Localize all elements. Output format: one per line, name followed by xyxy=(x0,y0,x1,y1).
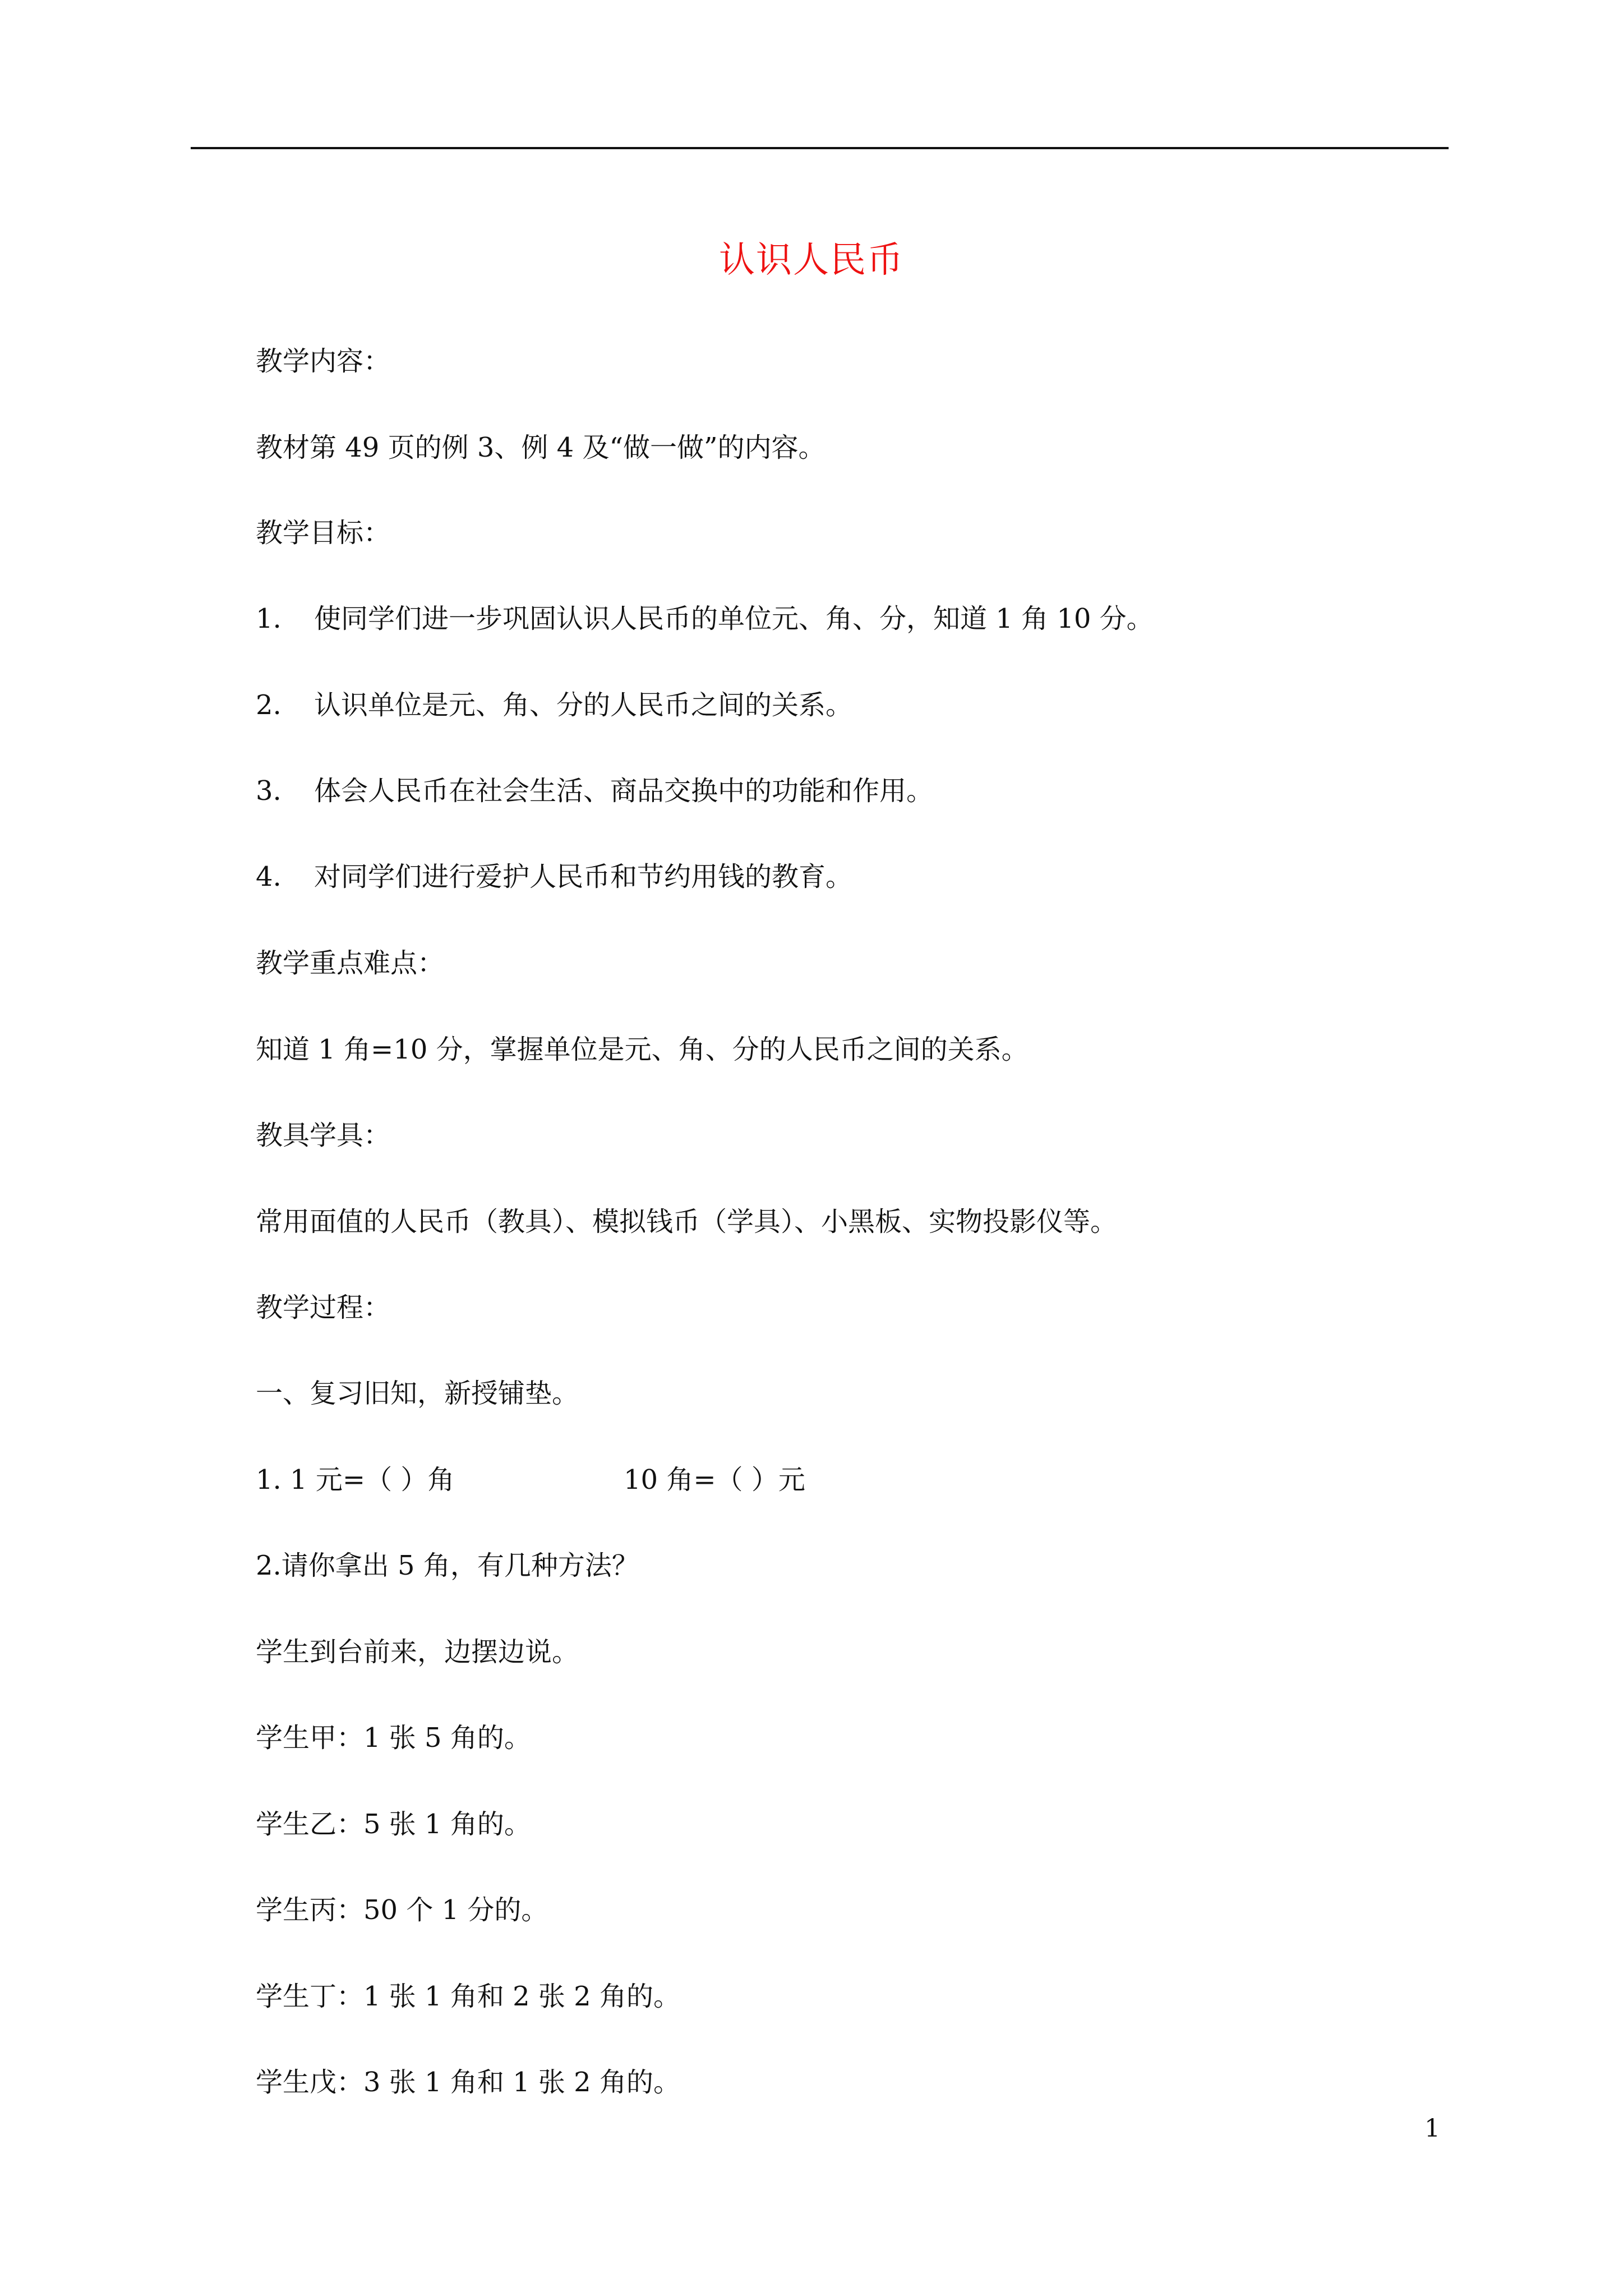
goal-item xyxy=(256,773,933,809)
student-answer: 学生丁：1 张 1 角和 2 张 2 角的。 xyxy=(256,1981,680,2012)
student-answer: 学生甲：1 张 5 角的。 xyxy=(256,1722,531,1754)
part1-heading: 一、复习旧知，新授铺垫。 xyxy=(256,1378,579,1409)
exercise-1-left: 1. 1 元=（ ）角 xyxy=(256,1464,455,1496)
goals-heading: 教学目标： xyxy=(256,517,391,549)
tools-text: 常用面值的人民币（教具）、模拟钱币（学具）、小黑板、实物投影仪等。 xyxy=(256,1206,1118,1237)
student-answer: 学生乙：5 张 1 角的。 xyxy=(256,1809,531,1840)
page-number: 1 xyxy=(1424,2114,1440,2143)
goal-number: 4. xyxy=(256,861,282,892)
key-heading: 教学重点难点： xyxy=(256,947,445,979)
header-rule xyxy=(191,147,1449,149)
goal-number: 2. xyxy=(256,689,282,721)
goal-text: 认识单位是元、角、分的人民币之间的关系。 xyxy=(314,689,853,721)
content-text: 教材第 49 页的例 3、例 4 及“做一做”的内容。 xyxy=(256,432,826,463)
goal-text: 体会人民币在社会生活、商品交换中的功能和作用。 xyxy=(314,775,934,807)
tools-heading: 教具学具： xyxy=(256,1120,391,1151)
exercise-1 xyxy=(256,1462,805,1498)
goal-number: 1. xyxy=(256,603,282,634)
goal-item xyxy=(256,687,852,723)
goal-number: 3. xyxy=(256,775,282,807)
student-answer: 学生丙：50 个 1 分的。 xyxy=(256,1894,548,1926)
exercise-2: 2.请你拿出 5 角，有几种方法？ xyxy=(256,1550,639,1581)
student-answer: 学生戊：3 张 1 角和 1 张 2 角的。 xyxy=(256,2067,680,2098)
process-heading: 教学过程： xyxy=(256,1292,391,1323)
content-heading: 教学内容： xyxy=(256,346,391,377)
goal-item xyxy=(256,859,852,895)
goal-text: 对同学们进行爱护人民币和节约用钱的教育。 xyxy=(314,861,853,892)
document-title: 认识人民币 xyxy=(719,240,904,281)
students-intro: 学生到台前来，边摆边说。 xyxy=(256,1636,579,1668)
goal-text: 使同学们进一步巩固认识人民币的单位元、角、分，知道 1 角 10 分。 xyxy=(314,603,1154,634)
exercise-1-right: 10 角=（ ）元 xyxy=(624,1464,805,1496)
goal-item xyxy=(256,601,1154,637)
key-text: 知道 1 角=10 分，掌握单位是元、角、分的人民币之间的关系。 xyxy=(256,1034,1029,1065)
